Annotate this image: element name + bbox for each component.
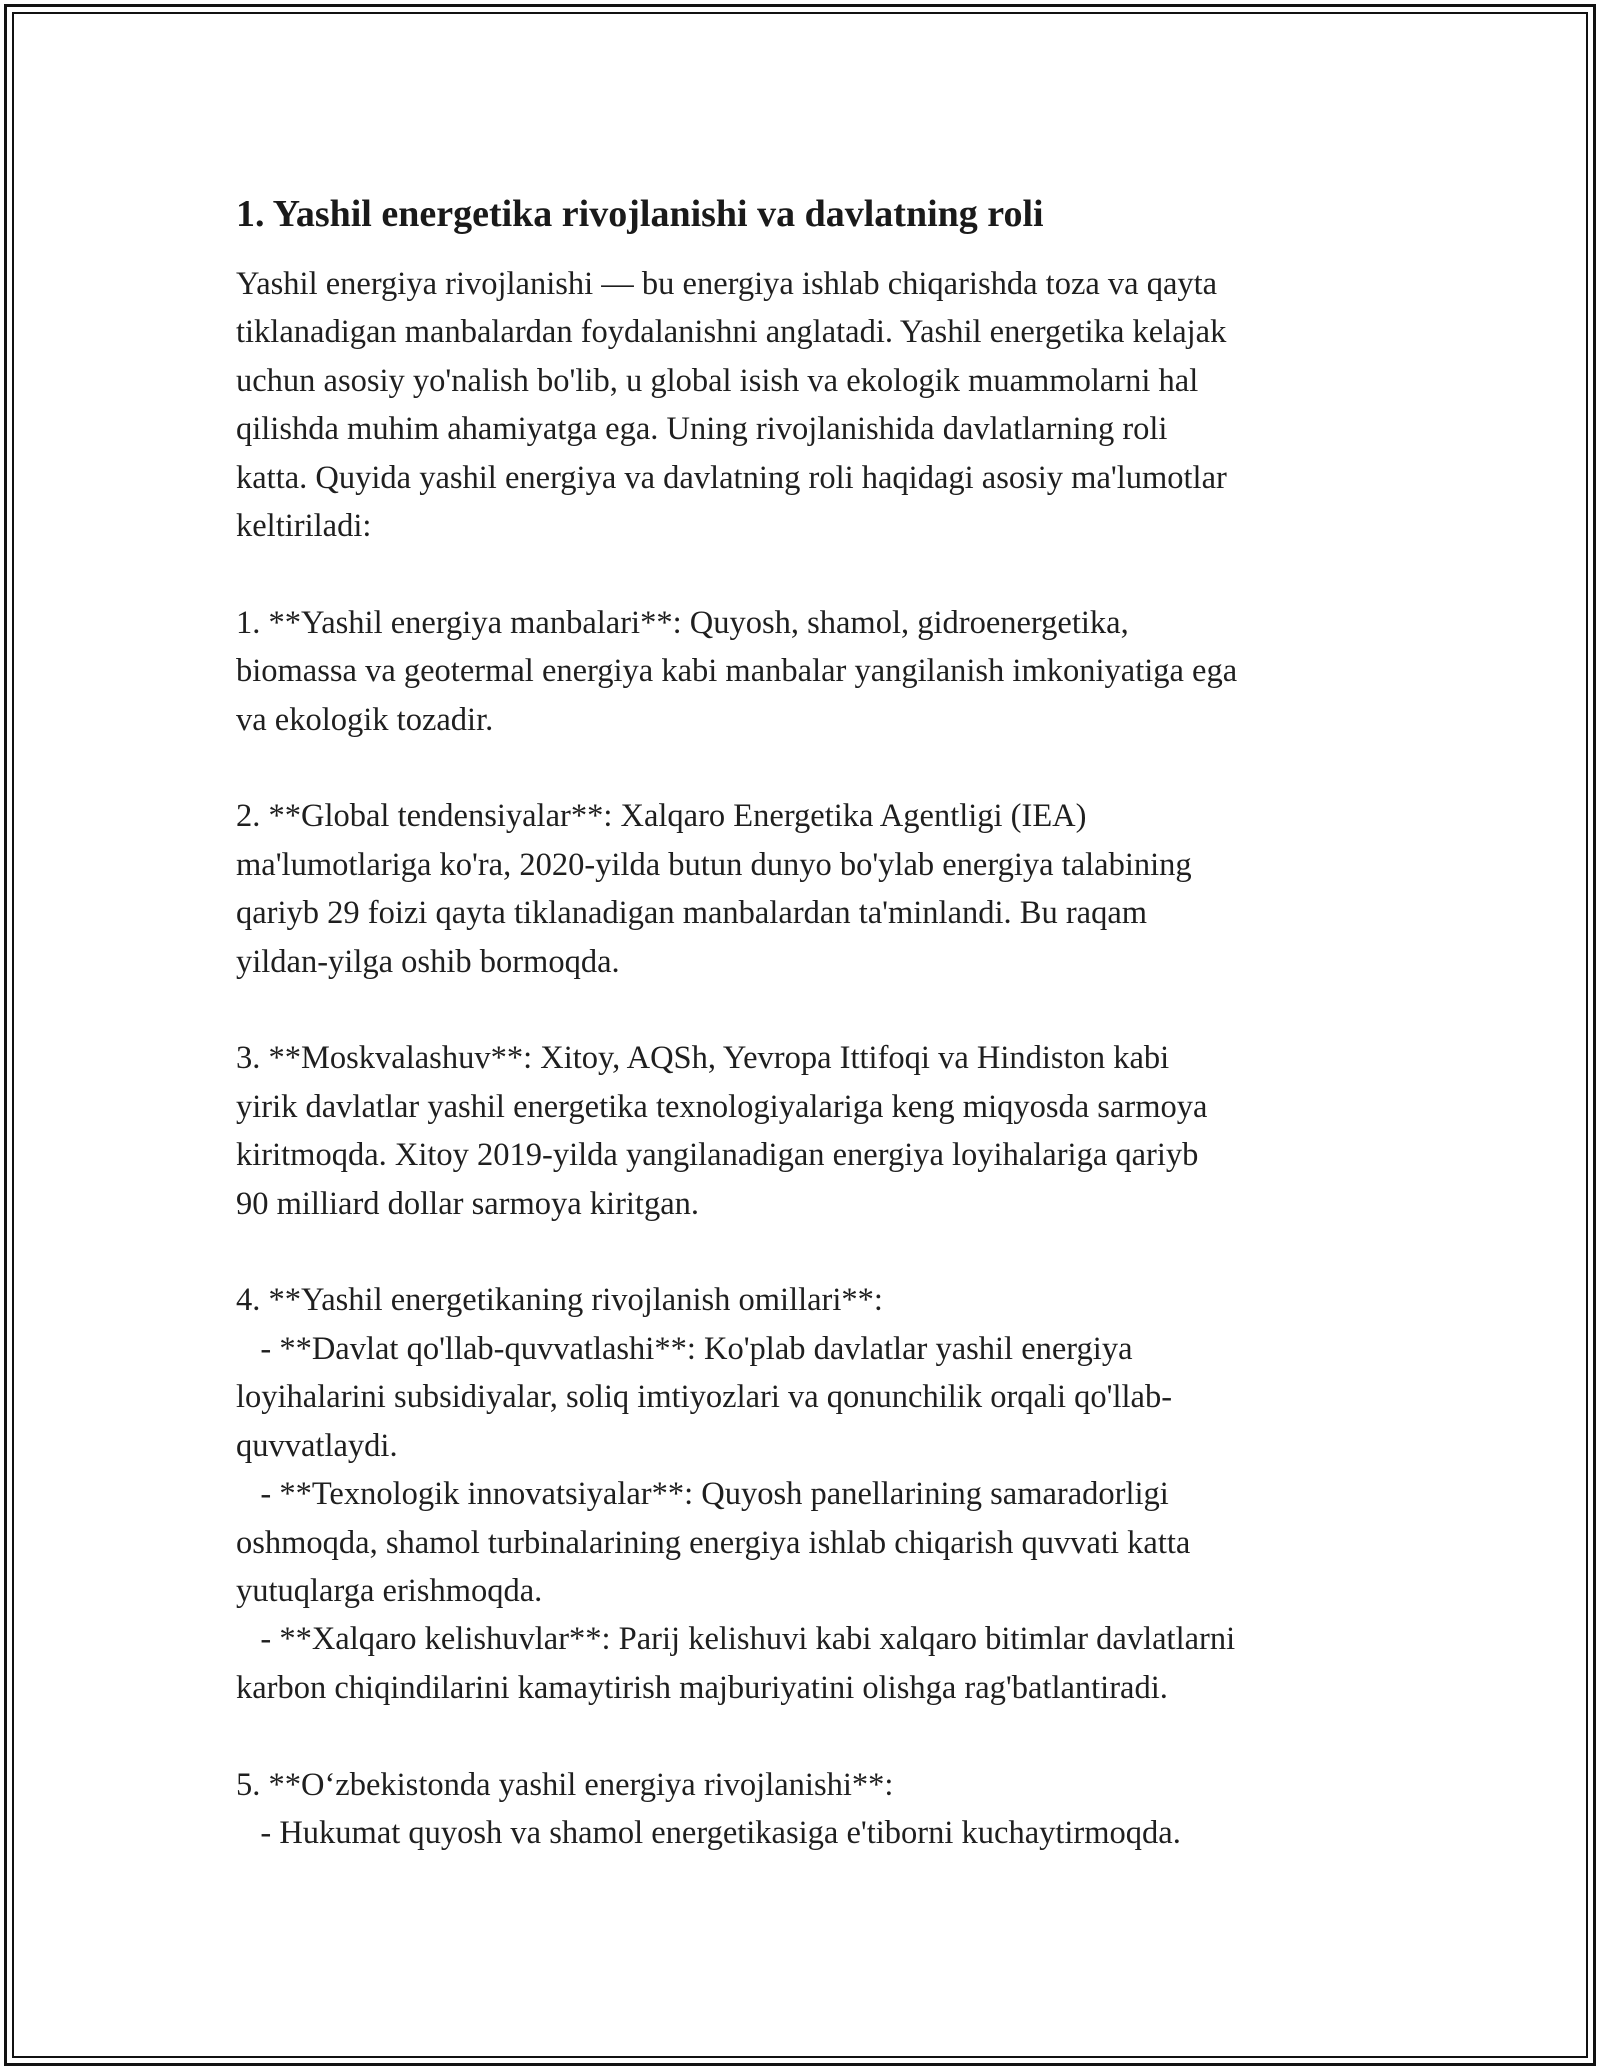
body-line: tiklanadigan manbalardan foydalanishni anglatadi. Yashil energetika kelajak [236, 314, 1227, 351]
body-line: - Hukumat quyosh va shamol energetikasiga e'tiborni kuchaytirmoqda. [236, 1814, 1181, 1851]
blank-line [236, 744, 1376, 792]
body-line: yildan-yilga oshib bormoqda. [236, 943, 620, 980]
body-line: Yashil energiya rivojlanishi — bu energiya ishlab chiqarishda toza va qayta [236, 266, 1218, 302]
document-body [236, 260, 1376, 1857]
body-line: quvvatlaydi. [236, 1427, 398, 1464]
body-line: qariyb 29 foizi qayta tiklanadigan manbalardan ta'minlandi. Bu raqam [236, 895, 1148, 932]
body-line: 5. **Oʻzbekistonda yashil energiya rivojlanishi**: [236, 1766, 894, 1803]
body-line: va ekologik tozadir. [236, 701, 494, 738]
body-line: 90 milliard dollar sarmoya kiritgan. [236, 1185, 700, 1222]
body-line: loyihalarini subsidiyalar, soliq imtiyozlari va qonunchilik orqali qo'llab- [236, 1379, 1173, 1416]
body-line: - **Davlat qo'llab-quvvatlashi**: Ko'plab davlatlar yashil energiya [236, 1330, 1133, 1367]
body-line: katta. Quyida yashil energiya va davlatning roli haqidagi asosiy ma'lumotlar [236, 459, 1227, 496]
body-line: 1. **Yashil energiya manbalari**: Quyosh, shamol, gidroenergetika, [236, 604, 1129, 641]
body-line: ma'lumotlariga ko'ra, 2020-yilda butun dunyo bo'ylab energiya talabining [236, 846, 1192, 883]
body-line: oshmoqda, shamol turbinalarining energiya ishlab chiqarish quvvati katta [236, 1524, 1191, 1561]
body-line: qilishda muhim ahamiyatga ega. Uning rivojlanishida davlatlarning roli [236, 411, 1168, 448]
body-line: kiritmoqda. Xitoy 2019-yilda yangilanadigan energiya loyihalariga qariyb [236, 1137, 1199, 1174]
document-heading: 1. Yashil energetika rivojlanishi va davlatning roli [236, 193, 1044, 235]
body-line: yutuqlarga erishmoqda. [236, 1572, 543, 1609]
body-line: - **Xalqaro kelishuvlar**: Parij kelishuvi kabi xalqaro bitimlar davlatlarni [236, 1621, 1236, 1658]
body-line: yirik davlatlar yashil energetika texnologiyalariga keng miqyosda sarmoya [236, 1088, 1208, 1125]
body-line: uchun asosiy yo'nalish bo'lib, u global isish va ekologik muammolarni hal [236, 362, 1199, 399]
blank-line [236, 1712, 1376, 1760]
body-line: 2. **Global tendensiyalar**: Xalqaro Energetika Agentligi (IEA) [236, 798, 1087, 835]
body-line: karbon chiqindilarini kamaytirish majburiyatini olishga rag'batlantiradi. [236, 1669, 1168, 1706]
document-content [236, 186, 1376, 1857]
body-line: - **Texnologik innovatsiyalar**: Quyosh panellarining samaradorligi [236, 1476, 1169, 1513]
body-line: keltiriladi: [236, 508, 372, 545]
body-line: biomassa va geotermal energiya kabi manbalar yangilanish imkoniyatiga ega [236, 653, 1238, 690]
body-line: 3. **Moskvalashuv**: Xitoy, AQSh, Yevropa Ittifoqi va Hindiston kabi [236, 1040, 1170, 1077]
blank-line [236, 1228, 1376, 1276]
body-line: 4. **Yashil energetikaning rivojlanish omillari**: [236, 1282, 883, 1319]
blank-line [236, 550, 1376, 598]
blank-line [236, 986, 1376, 1034]
